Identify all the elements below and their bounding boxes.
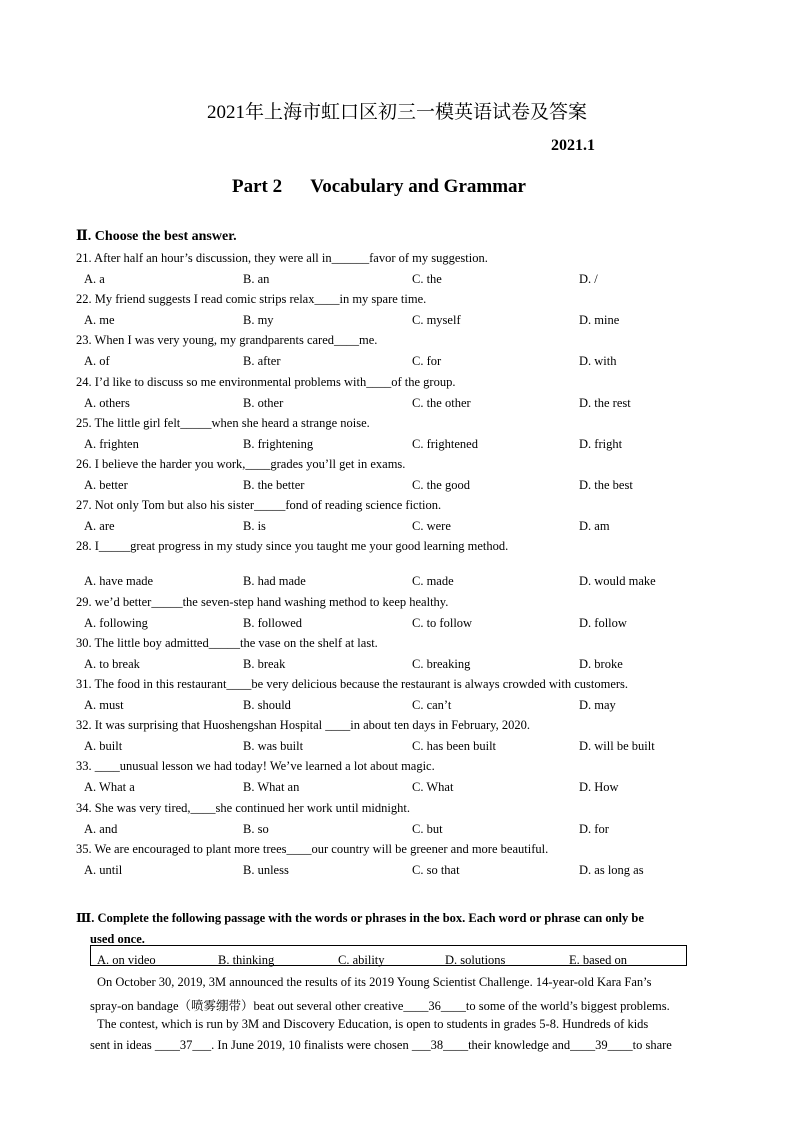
answer-option: B. break xyxy=(243,656,286,671)
answer-option: B. unless xyxy=(243,862,289,877)
answer-option: D. would make xyxy=(579,574,656,589)
answer-option: A. others xyxy=(84,395,130,410)
answer-option: D. the best xyxy=(579,478,633,492)
answer-option: A. must xyxy=(84,698,124,712)
answer-option: D. for xyxy=(579,821,609,836)
box-item: E. based on xyxy=(569,953,627,967)
answer-option: C. but xyxy=(412,821,443,836)
section-2-heading: Ⅱ. Choose the best answer. xyxy=(76,229,237,244)
answer-option: C. the other xyxy=(412,395,471,410)
answer-option: A. are xyxy=(84,519,115,534)
question-stem: 21. After half an hour’s discussion, they were all in______favor of my suggestion. xyxy=(76,251,488,265)
passage-line: spray-on bandage（喷雾绷带）beat out several other creative____36____to some of the world’s biggest problems. xyxy=(90,999,670,1013)
answer-option: B. is xyxy=(243,519,266,534)
answer-option: B. the better xyxy=(243,478,305,492)
question-stem: 34. She was very tired,____she continued her work until midnight. xyxy=(76,800,410,815)
passage-line: The contest, which is run by 3M and Discovery Education, is open to students in grades 5-8. Hundreds of kids xyxy=(97,1017,649,1031)
passage-line: sent in ideas ____37___. In June 2019, 10 finalists were chosen ___38____their knowledge and____39____to share xyxy=(90,1038,672,1052)
answer-option: B. frightening xyxy=(243,436,314,451)
answer-option: B. after xyxy=(243,354,281,369)
answer-option: D. may xyxy=(579,698,616,712)
exam-date: 2021.1 xyxy=(551,137,595,154)
box-item: A. on video xyxy=(97,953,156,967)
answer-option: B. my xyxy=(243,313,274,328)
answer-option: C. frightened xyxy=(412,436,478,451)
answer-option: D. with xyxy=(579,354,617,369)
answer-option: A. frighten xyxy=(84,436,139,451)
answer-option: B. had made xyxy=(243,574,306,589)
question-stem: 35. We are encouraged to plant more trees____our country will be greener and more beautiful. xyxy=(76,841,549,856)
question-stem: 22. My friend suggests I read comic strips relax____in my spare time. xyxy=(76,292,427,307)
section-3-heading-cont: used once. xyxy=(90,932,145,946)
answer-option: D. fright xyxy=(579,436,623,451)
box-item: B. thinking xyxy=(218,953,275,967)
answer-option: C. has been built xyxy=(412,739,497,754)
answer-option: A. What a xyxy=(84,780,135,795)
answer-option: D. am xyxy=(579,519,610,534)
box-item: D. solutions xyxy=(445,953,506,967)
answer-option: D. / xyxy=(579,272,598,286)
question-stem: 29. we’d better_____the seven-step hand washing method to keep healthy. xyxy=(76,594,449,609)
answer-option: B. followed xyxy=(243,615,303,630)
part-heading: Part 2 Vocabulary and Grammar xyxy=(232,176,526,197)
answer-option: C. so that xyxy=(412,862,460,877)
answer-option: D. follow xyxy=(579,615,627,630)
answer-option: D. as long as xyxy=(579,862,644,877)
box-item: C. ability xyxy=(338,953,385,967)
answer-option: D. mine xyxy=(579,313,620,328)
question-stem: 31. The food in this restaurant____be very delicious because the restaurant is always crowded with customers. xyxy=(76,677,629,691)
answer-option: A. better xyxy=(84,478,128,492)
answer-option: A. to break xyxy=(84,656,140,671)
answer-option: A. following xyxy=(84,615,148,630)
question-stem: 28. I_____great progress in my study since you taught me your good learning method. xyxy=(76,539,509,554)
answer-option: B. should xyxy=(243,698,291,712)
answer-option: A. and xyxy=(84,821,118,836)
answer-option: C. the xyxy=(412,272,442,286)
question-stem: 25. The little girl felt_____when she heard a strange noise. xyxy=(76,415,370,430)
answer-option: A. a xyxy=(84,272,105,286)
answer-option: B. What an xyxy=(243,780,300,795)
question-stem: 32. It was surprising that Huoshengshan Hospital ____in about ten days in February, 2020. xyxy=(76,718,530,733)
answer-option: C. What xyxy=(412,780,454,795)
answer-option: B. other xyxy=(243,395,284,410)
answer-option: D. will be built xyxy=(579,739,655,754)
question-stem: 27. Not only Tom but also his sister_____fond of reading science fiction. xyxy=(76,498,442,513)
question-stem: 30. The little boy admitted_____the vase on the shelf at last. xyxy=(76,635,378,650)
answer-option: B. was built xyxy=(243,739,304,754)
answer-option: C. myself xyxy=(412,313,461,328)
question-stem: 33. ____unusual lesson we had today! We’ve learned a lot about magic. xyxy=(76,759,435,774)
answer-option: B. so xyxy=(243,821,269,836)
answer-option: A. built xyxy=(84,739,123,754)
question-stem: 24. I’d like to discuss so me environmental problems with____of the group. xyxy=(76,374,456,389)
answer-option: C. breaking xyxy=(412,656,471,671)
answer-option: C. for xyxy=(412,354,442,369)
answer-option: D. the rest xyxy=(579,395,631,410)
question-stem: 26. I believe the harder you work,____grades you’ll get in exams. xyxy=(76,457,406,471)
answer-option: D. How xyxy=(579,780,619,795)
answer-option: C. made xyxy=(412,574,454,589)
page-title: 2021年上海市虹口区初三一模英语试卷及答案 xyxy=(206,102,587,123)
answer-option: D. broke xyxy=(579,656,623,671)
answer-option: A. me xyxy=(84,313,115,328)
answer-option: B. an xyxy=(243,272,270,286)
answer-option: A. have made xyxy=(84,574,154,589)
answer-option: C. the good xyxy=(412,478,470,492)
section-3-heading: Ⅲ. Complete the following passage with the words or phrases in the box. Each word or phrase can only be xyxy=(76,911,644,925)
answer-option: C. to follow xyxy=(412,615,473,630)
question-stem: 23. When I was very young, my grandparents cared____me. xyxy=(76,333,378,348)
answer-option: C. were xyxy=(412,519,451,534)
answer-option: A. of xyxy=(84,354,110,369)
answer-option: A. until xyxy=(84,862,123,877)
answer-option: C. can’t xyxy=(412,698,452,712)
passage-line: On October 30, 2019, 3M announced the results of its 2019 Young Scientist Challenge. 14-year-old Kara Fan’s xyxy=(97,975,652,989)
